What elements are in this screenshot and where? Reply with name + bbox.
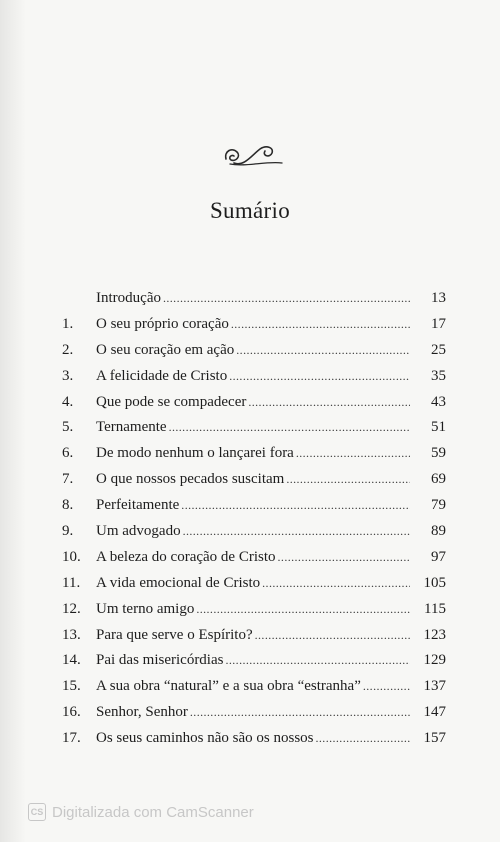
toc-dot-leader [255, 623, 410, 649]
toc-entry-number: 14. [62, 652, 81, 669]
toc-dot-leader [225, 648, 410, 674]
toc-entry-title: A beleza do coração de Cristo [96, 548, 276, 565]
toc-entry-page: 123 [423, 626, 446, 643]
toc-entry-title: Introdução [96, 290, 161, 306]
toc-entry-title: Ternamente [96, 419, 167, 436]
toc-entry-title: Os seus caminhos não são os nossos [96, 730, 314, 747]
toc-entry-page: 43 [431, 393, 446, 410]
toc-entry-page: 35 [431, 367, 446, 384]
toc-entry-number: 9. [62, 523, 74, 540]
toc-entry [62, 726, 446, 752]
toc-entry-title: O seu coração em ação [96, 341, 235, 358]
toc-entry [62, 493, 446, 519]
toc-entry-page: 79 [431, 497, 446, 514]
toc-entry-number: 12. [62, 600, 81, 617]
toc-dot-leader [316, 726, 411, 752]
toc-entry [62, 648, 446, 674]
toc-entry-page: 115 [424, 600, 446, 617]
toc-dot-leader [181, 493, 410, 519]
toc-dot-leader [183, 519, 410, 545]
toc-entry-page: 89 [431, 523, 446, 540]
page-title: Sumário [209, 198, 291, 223]
toc-entry-number: 10. [62, 548, 81, 565]
toc-entry [62, 338, 446, 364]
toc-entry-page: 157 [423, 730, 446, 747]
toc-dot-leader [286, 467, 410, 493]
toc-dot-leader [231, 312, 410, 338]
toc-entry-number: 4. [62, 393, 74, 410]
toc-entry [62, 415, 446, 441]
toc-entry-title: Perfeitamente [96, 497, 180, 514]
toc-dot-leader [236, 338, 410, 364]
toc-entry-title: A felicidade de Cristo [96, 367, 228, 384]
toc-entry-title: A sua obra “natural” e a sua obra “estranha” [96, 678, 361, 695]
toc-entry-number: 11. [62, 574, 81, 591]
toc-entry-page: 147 [423, 704, 446, 721]
camscanner-logo-icon: CS [28, 803, 46, 821]
toc-entry-number: 5. [62, 419, 74, 436]
toc-entry-number: 2. [62, 341, 74, 358]
toc-entry-title: Senhor, Senhor [96, 704, 188, 721]
toc-entry [62, 286, 446, 312]
toc-entry-number: 8. [62, 497, 74, 514]
toc-dot-leader [190, 700, 410, 726]
toc-entry-number: 17. [62, 730, 81, 747]
toc-entry-number: 13. [62, 626, 81, 643]
toc-entry-page: 51 [431, 419, 446, 436]
toc-dot-leader [278, 545, 410, 571]
toc-entry-page: 129 [423, 652, 446, 669]
toc-entry [62, 312, 446, 338]
toc-dot-leader [196, 597, 410, 623]
toc-entry-number: 6. [62, 445, 74, 462]
toc-entry-page: 69 [431, 471, 446, 488]
toc-dot-leader [363, 674, 410, 700]
toc-entry-title: Um advogado [96, 523, 181, 540]
toc-dot-leader [169, 415, 410, 441]
toc-entry [62, 519, 446, 545]
toc-entry [62, 623, 446, 649]
scanner-watermark [28, 803, 254, 821]
toc-entry [62, 467, 446, 493]
toc-entry-number: 16. [62, 704, 81, 721]
toc-entry-page: 17 [431, 315, 446, 332]
toc-entry [62, 364, 446, 390]
toc-entry [62, 571, 446, 597]
toc-entry-page: 59 [431, 445, 446, 462]
toc-entry [62, 597, 446, 623]
page-edge-shadow [0, 0, 26, 842]
toc-entry-page: 137 [423, 678, 446, 695]
toc-dot-leader [262, 571, 410, 597]
toc-entry-title: De modo nenhum o lançarei fora [96, 445, 294, 462]
toc-entry-page: 25 [431, 341, 446, 358]
toc-dot-leader [248, 390, 410, 416]
toc-entry-page: 13 [431, 290, 446, 306]
toc-entry-page: 105 [423, 574, 446, 591]
toc-dot-leader [163, 286, 410, 312]
toc-entry-page: 97 [431, 548, 446, 565]
toc-entry-number: 15. [62, 678, 81, 695]
toc-entry-title: Um terno amigo [96, 600, 195, 617]
table-of-contents [62, 286, 446, 752]
toc-entry [62, 700, 446, 726]
toc-entry-number: 1. [62, 315, 74, 332]
toc-entry-title: Que pode se compadecer [96, 393, 247, 410]
toc-entry-title: O que nossos pecados suscitam [96, 471, 285, 488]
toc-entry-title: A vida emocional de Cristo [96, 574, 261, 591]
toc-entry-title: Pai das misericórdias [96, 652, 224, 669]
toc-entry-number: 7. [62, 471, 74, 488]
toc-entry [62, 390, 446, 416]
toc-entry [62, 441, 446, 467]
toc-entry [62, 674, 446, 700]
toc-entry [62, 545, 446, 571]
toc-entry-title: Para que serve o Espírito? [96, 626, 253, 643]
watermark-text: Digitalizada com CamScanner [52, 803, 254, 821]
toc-entry-title: O seu próprio coração [96, 315, 229, 332]
toc-dot-leader [229, 364, 410, 390]
toc-entry-number: 3. [62, 367, 74, 384]
toc-dot-leader [296, 441, 410, 467]
flourish-ornament-icon [222, 137, 284, 171]
